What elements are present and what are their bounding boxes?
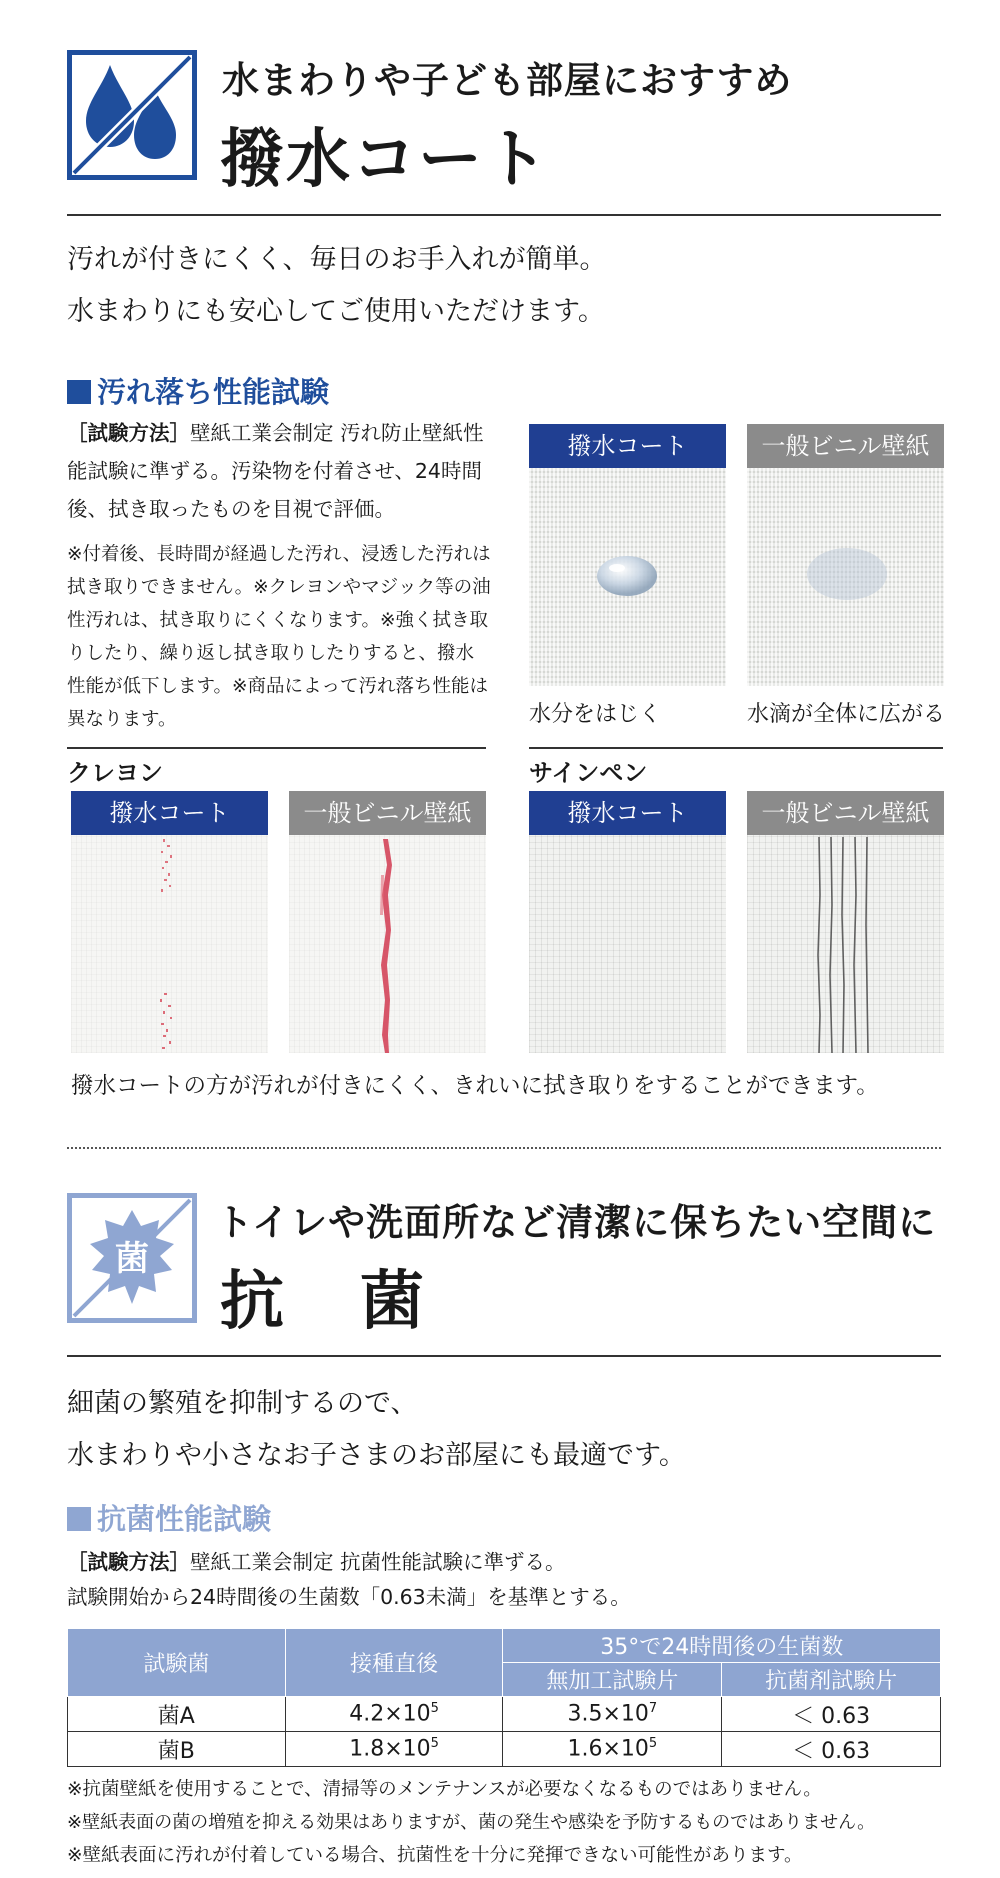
- crayon-divider: [67, 747, 486, 749]
- col-initial: 接種直後: [285, 1629, 503, 1697]
- method2-text: 壁紙工業会制定 抗菌性能試験に準ずる。: [190, 1550, 566, 1574]
- table-row: [68, 1697, 941, 1732]
- label-coat: 撥水コート: [529, 424, 726, 468]
- cell-initial: $4.2\times 10^5$: [285, 1697, 503, 1732]
- lead2-line-2: 水まわりや小さなお子さまのお部屋にも最適です。: [67, 1440, 686, 1471]
- test-heading: [67, 370, 329, 411]
- cell-name: 菌B: [68, 1732, 286, 1767]
- cell-treated: ＜ 0.63: [722, 1732, 941, 1767]
- section-title: 撥水コート: [220, 123, 550, 197]
- crayon-heading: クレヨン: [67, 759, 163, 787]
- test2-method: [67, 1543, 566, 1581]
- square-bullet-icon: [67, 1507, 91, 1531]
- test2-heading: [67, 1497, 271, 1538]
- crayon-sample-coat: [71, 835, 268, 1053]
- label-pen-vinyl: 一般ビニル壁紙: [747, 791, 944, 835]
- lead2-line-1: 細菌の繁殖を抑制するので、: [67, 1388, 418, 1419]
- note-2: ※壁紙表面の菌の増殖を抑える効果はありますが、菌の発生や感染を予防するものではありません。: [67, 1812, 876, 1833]
- divider: [67, 214, 941, 216]
- lead-line-1: 汚れが付きにくく、毎日のお手入れが簡単。: [67, 244, 607, 275]
- method-text: 壁紙工業会制定 汚れ防止壁紙性能試験に準ずる。汚染物を付着させ、24時間後、拭き取ったものを目視で評価。: [67, 421, 484, 521]
- water-drops-icon: [67, 50, 197, 180]
- label-crayon-vinyl: 一般ビニル壁紙: [289, 791, 486, 835]
- cell-untreated: $3.5\times 10^7$: [503, 1697, 722, 1732]
- col-untreated: 無加工試験片: [503, 1663, 722, 1697]
- cell-treated: ＜ 0.63: [722, 1697, 941, 1732]
- bacteria-char: 菌: [115, 1239, 149, 1279]
- test2-heading-text: 抗菌性能試験: [97, 1502, 272, 1536]
- water-sample-coat: [529, 468, 726, 686]
- pen-sample-coat: [529, 835, 726, 1053]
- caption-coat: 水分をはじく: [529, 702, 662, 727]
- section2-title: 抗 菌: [220, 1265, 430, 1339]
- method2-label: ［試験方法］: [67, 1550, 190, 1574]
- pen-heading: サインペン: [529, 759, 648, 787]
- col-group: 35°で24時間後の生菌数: [503, 1629, 941, 1663]
- method-label: ［試験方法］: [67, 421, 190, 445]
- cell-untreated: $1.6\times 10^5$: [503, 1732, 722, 1767]
- pen-divider: [529, 747, 943, 749]
- cell-name: 菌A: [68, 1697, 286, 1732]
- section-separator: [67, 1147, 941, 1149]
- section-kicker: 水まわりや子ども部屋におすすめ: [222, 59, 793, 102]
- crayon-sample-vinyl: [289, 835, 486, 1053]
- bacteria-table: [67, 1628, 941, 1767]
- note-1: ※抗菌壁紙を使用することで、清掃等のメンテナンスが必要なくなるものではありません。: [67, 1779, 822, 1800]
- divider2: [67, 1355, 941, 1357]
- table-row: [68, 1732, 941, 1767]
- cell-initial: $1.8\times 10^5$: [285, 1732, 503, 1767]
- caption-vinyl: 水滴が全体に広がる: [747, 702, 946, 727]
- test2-criteria: 試験開始から24時間後の生菌数「0.63未満」を基準とする。: [67, 1585, 631, 1609]
- col-bacteria: 試験菌: [68, 1629, 286, 1697]
- label-crayon-coat: 撥水コート: [71, 791, 268, 835]
- test-method: [67, 414, 492, 528]
- section2-kicker: トイレや洗面所など清潔に保ちたい空間に: [216, 1201, 937, 1244]
- note-3: ※壁紙表面に汚れが付着している場合、抗菌性を十分に発揮できない可能性があります。: [67, 1845, 803, 1866]
- test-heading-text: 汚れ落ち性能試験: [97, 375, 330, 409]
- label-vinyl: 一般ビニル壁紙: [747, 424, 944, 468]
- pen-sample-vinyl: [747, 835, 944, 1053]
- lead-line-2: 水まわりにも安心してご使用いただけます。: [67, 296, 605, 327]
- label-pen-coat: 撥水コート: [529, 791, 726, 835]
- bacteria-badge-icon: [67, 1193, 197, 1323]
- water-sample-vinyl: [747, 468, 944, 686]
- conclusion: 撥水コートの方が汚れが付きにくく、きれいに拭き取りをすることができます。: [71, 1073, 879, 1099]
- square-bullet-icon: [67, 380, 91, 404]
- test-notes: ※付着後、長時間が経過した汚れ、浸透した汚れは拭き取りできません。※クレヨンやマジック等の油性汚れは、拭き取りにくくなります。※強く拭き取りしたり、繰り返し拭き取りしたりすると、撥水性能が低下します。※商品によって汚れ落ち性能は異なります。: [67, 544, 491, 730]
- col-treated: 抗菌剤試験片: [722, 1663, 941, 1697]
